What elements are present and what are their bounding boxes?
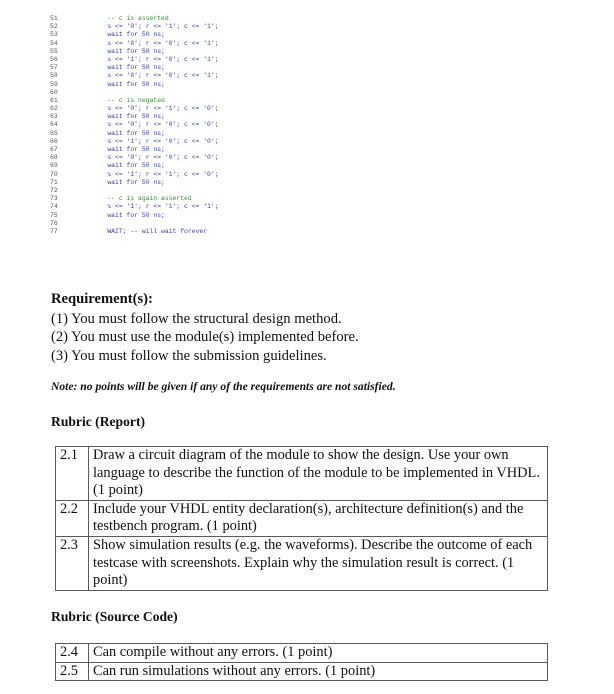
- code-line: [50, 81, 260, 89]
- line-number: 59: [50, 80, 58, 88]
- rubric-report-table: [55, 446, 548, 591]
- requirements-note: Note: no points will be given if any of the requirements are not satisfied.: [51, 380, 396, 393]
- rubric-number: 2.4: [56, 644, 89, 663]
- code-text: wait for 50 ns;: [92, 31, 165, 39]
- table-row: [56, 662, 548, 681]
- line-number: 65: [50, 129, 58, 137]
- line-number: 76: [50, 219, 58, 227]
- line-number: 70: [50, 170, 58, 178]
- line-number: 55: [50, 47, 58, 55]
- code-text: wait for 50 ns;: [92, 211, 165, 219]
- code-text: wait for 50 ns;: [92, 178, 165, 186]
- code-text: s <= '0'; r <= '0'; c <= '0';: [92, 121, 219, 129]
- line-number: 51: [50, 15, 58, 22]
- code-line: [50, 40, 260, 48]
- line-number: 60: [50, 88, 58, 96]
- code-line: [50, 154, 260, 162]
- line-number: 68: [50, 154, 58, 162]
- line-number: 62: [50, 105, 58, 113]
- line-number: 54: [50, 39, 58, 47]
- requirement-item: (2) You must use the module(s) implemented before.: [51, 329, 359, 346]
- code-text: s <= '0'; r <= '1'; c <= '1';: [92, 23, 219, 31]
- line-number: 77: [50, 227, 58, 235]
- code-text: wait for 50 ns;: [92, 146, 165, 153]
- code-line: [50, 138, 260, 146]
- code-line: [50, 162, 260, 170]
- code-line: [50, 146, 260, 154]
- table-row: [56, 447, 548, 501]
- code-line: [50, 97, 260, 105]
- code-text: s <= '0'; r <= '0'; c <= '0';: [92, 154, 219, 162]
- requirements-title: Requirement(s):: [51, 291, 153, 307]
- rubric-text: Can compile without any errors. (1 point): [89, 644, 548, 663]
- rubric-code-title: Rubric (Source Code): [51, 609, 178, 624]
- code-text: wait for 50 ns;: [92, 162, 165, 170]
- code-text: wait for 50 ns;: [92, 47, 165, 55]
- rubric-text: Show simulation results (e.g. the waveforms). Describe the outcome of each testcase with screenshots. Explain why the simulation result is correct. (1 point): [89, 536, 548, 590]
- line-number: 56: [50, 55, 58, 63]
- rubric-text: Draw a circuit diagram of the module to show the design. Use your own language to describe the function of the module to be implemented in VHDL. (1 point): [89, 447, 548, 501]
- table-row: [56, 644, 548, 663]
- code-line: [50, 203, 260, 211]
- code-text: s <= '0'; r <= '0'; c <= '1';: [92, 72, 219, 80]
- code-line: [50, 89, 260, 97]
- code-text: s <= '0'; r <= '0'; c <= '1';: [92, 39, 219, 47]
- line-number: 74: [50, 203, 58, 211]
- table-row: [56, 536, 548, 590]
- code-line: [50, 23, 260, 31]
- code-text: s <= '1'; r <= '1'; c <= '0';: [92, 170, 219, 178]
- code-line: [50, 72, 260, 80]
- code-text: s <= '1'; r <= '0'; c <= '1';: [92, 55, 219, 63]
- code-text: wait for 50 ns;: [92, 64, 165, 72]
- code-text: -- c is negated: [92, 96, 165, 104]
- code-text: s <= '0'; r <= '1'; c <= '0';: [92, 105, 219, 113]
- code-line: [50, 31, 260, 39]
- code-line: [50, 56, 260, 64]
- code-line: [50, 212, 260, 220]
- line-number: 66: [50, 137, 58, 145]
- line-number: 64: [50, 121, 58, 129]
- code-line: [50, 105, 260, 113]
- line-number: 61: [50, 96, 58, 104]
- code-line: [50, 179, 260, 187]
- code-listing: [50, 15, 260, 236]
- line-number: 63: [50, 113, 58, 121]
- rubric-number: 2.2: [56, 500, 89, 536]
- code-line: [50, 48, 260, 56]
- code-line: [50, 15, 260, 23]
- rubric-number: 2.5: [56, 662, 89, 681]
- code-line: [50, 171, 260, 179]
- code-text: s <= '1'; r <= '0'; c <= '0';: [92, 137, 219, 145]
- table-row: [56, 500, 548, 536]
- requirement-item: (1) You must follow the structural design method.: [51, 311, 342, 327]
- line-number: 58: [50, 72, 58, 80]
- line-number: 52: [50, 23, 58, 31]
- code-line: [50, 121, 260, 129]
- line-number: 53: [50, 31, 58, 39]
- code-text: -- c is again asserted: [92, 195, 192, 203]
- code-line: [50, 130, 260, 138]
- code-text: wait for 50 ns;: [92, 129, 165, 137]
- line-number: 72: [50, 186, 58, 194]
- code-text: s <= '1'; r <= '1'; c <= '1';: [92, 203, 219, 211]
- code-text: WAIT; -- will wait forever: [92, 227, 208, 235]
- code-text: wait for 50 ns;: [92, 113, 165, 121]
- rubric-text: Include your VHDL entity declaration(s), architecture definition(s) and the testbench program. (1 point): [89, 500, 548, 536]
- rubric-number: 2.3: [56, 536, 89, 590]
- rubric-text: Can run simulations without any errors. (1 point): [89, 662, 548, 681]
- line-number: 57: [50, 64, 58, 72]
- line-number: 75: [50, 211, 58, 219]
- rubric-report-title: Rubric (Report): [51, 414, 146, 429]
- line-number: 73: [50, 195, 58, 203]
- rubric-number: 2.1: [56, 447, 89, 501]
- line-number: 67: [50, 146, 58, 153]
- line-number: 69: [50, 162, 58, 170]
- code-line: [50, 113, 260, 121]
- requirements-section: [51, 290, 571, 365]
- code-text: -- c is asserted: [92, 15, 169, 22]
- rubric-code-table: [55, 643, 548, 681]
- code-line: [50, 195, 260, 203]
- requirement-item: (3) You must follow the submission guidelines.: [51, 347, 327, 364]
- code-text: wait for 50 ns;: [92, 80, 165, 88]
- code-line: [50, 228, 260, 236]
- code-line: [50, 220, 260, 228]
- line-number: 71: [50, 178, 58, 186]
- code-line: [50, 64, 260, 72]
- code-line: [50, 187, 260, 195]
